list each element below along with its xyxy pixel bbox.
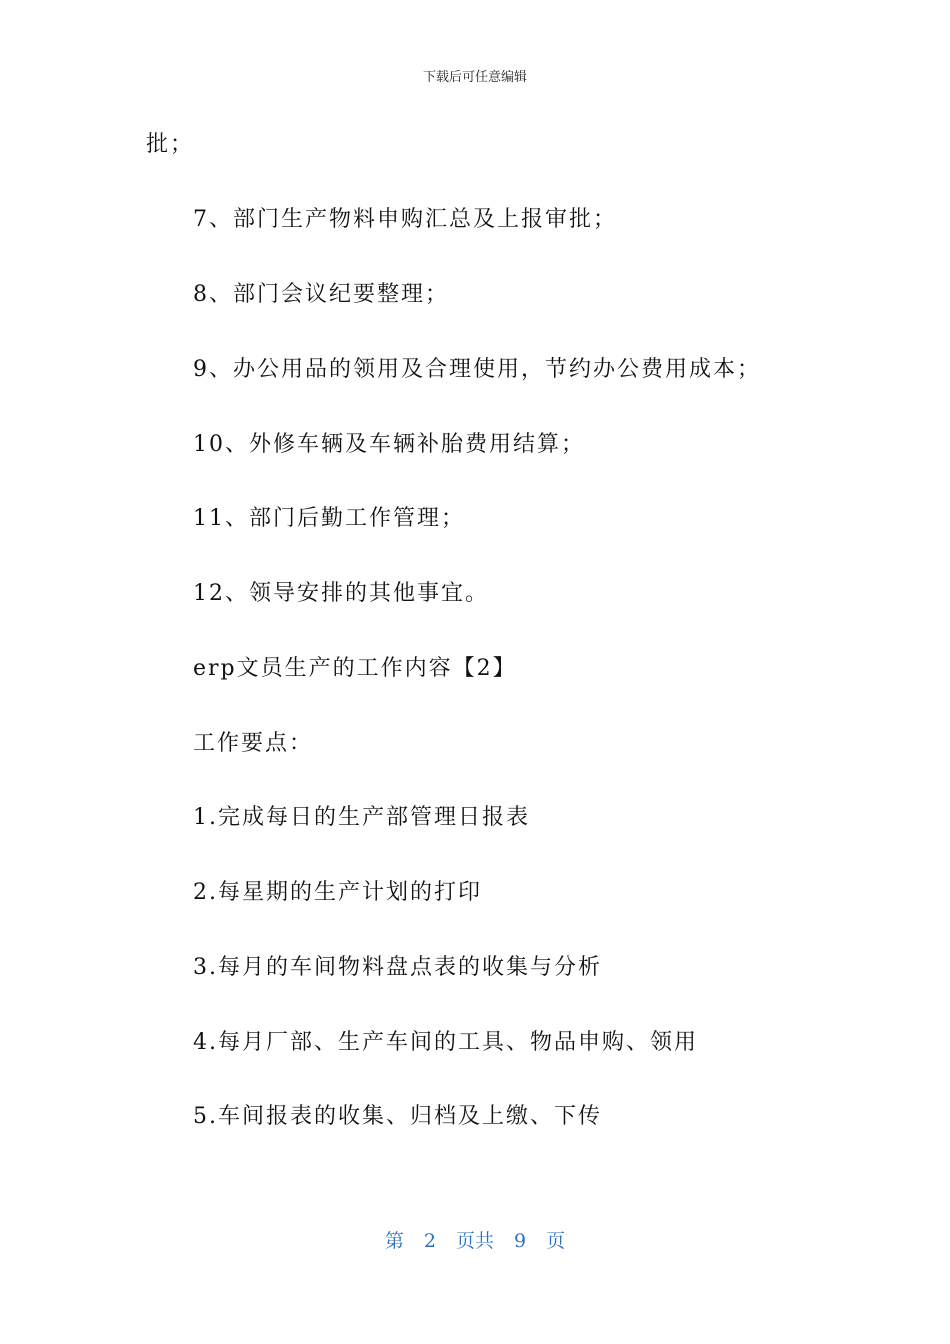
section-heading: erp文员生产的工作内容【2】 (193, 656, 517, 681)
list-item: 8、部门会议纪要整理； (193, 282, 449, 307)
page-footer (0, 1226, 950, 1253)
list-item: 5.车间报表的收集、归档及上缴、下传 (193, 1104, 602, 1129)
list-item: 9、办公用品的领用及合理使用，节约办公费用成本； (193, 357, 761, 382)
list-item: 2.每星期的生产计划的打印 (193, 880, 482, 905)
list-item: 10、外修车辆及车辆补胎费用结算； (193, 432, 585, 457)
subheading: 工作要点： (193, 731, 314, 756)
list-item: 11、部门后勤工作管理； (193, 506, 465, 531)
continuation-line: 批； (146, 132, 195, 157)
footer-page-number: 2 (423, 1230, 436, 1252)
page-header (0, 66, 950, 85)
header-text: 下载后可任意编辑 (422, 70, 527, 85)
list-item: 12、领导安排的其他事宜。 (193, 581, 489, 606)
footer-suffix: 页 (546, 1230, 566, 1252)
list-item: 7、部门生产物料申购汇总及上报审批； (193, 207, 617, 232)
footer-mid: 页共 (455, 1230, 494, 1252)
list-item: 1.完成每日的生产部管理日报表 (193, 805, 530, 830)
list-item: 4.每月厂部、生产车间的工具、物品申购、领用 (193, 1030, 698, 1055)
footer-prefix: 第 (384, 1230, 404, 1252)
footer-total-pages: 9 (514, 1230, 527, 1252)
list-item: 3.每月的车间物料盘点表的收集与分析 (193, 955, 602, 980)
